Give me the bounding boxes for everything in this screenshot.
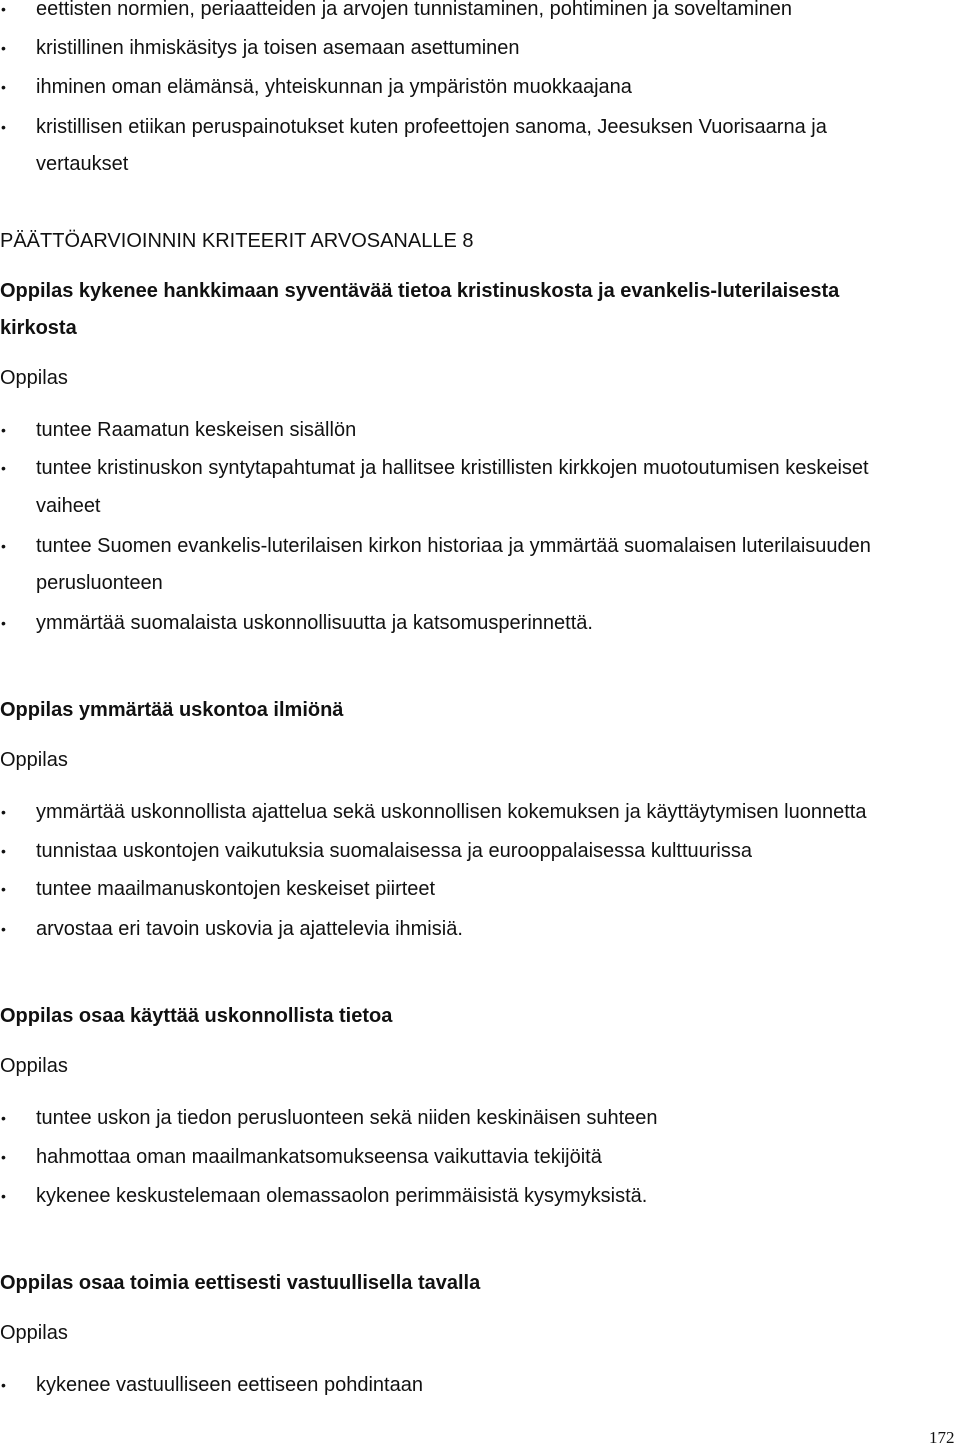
bullet-icon: •	[1, 460, 6, 476]
section-subject: Oppilas	[0, 749, 68, 771]
bullet-icon: •	[1, 843, 6, 859]
section-heading-continuation: kirkosta	[0, 317, 77, 339]
section-subject: Oppilas	[0, 1055, 68, 1077]
list-item-text: arvostaa eri tavoin uskovia ja ajattelevia ihmisiä.	[36, 918, 463, 940]
bullet-icon: •	[1, 119, 6, 135]
bullet-icon: •	[1, 422, 6, 438]
list-item-text: ihminen oman elämänsä, yhteiskunnan ja ympäristön muokkaajana	[36, 76, 632, 98]
bullet-icon: •	[1, 1, 6, 17]
section-heading: Oppilas kykenee hankkimaan syventävää tietoa kristinuskosta ja evankelis-luterilaisesta	[0, 280, 840, 302]
list-item-text: kykenee vastuulliseen eettiseen pohdintaan	[36, 1374, 423, 1396]
section-subject: Oppilas	[0, 1322, 68, 1344]
list-item-text: tuntee uskon ja tiedon perusluonteen sekä niiden keskinäisen suhteen	[36, 1107, 658, 1129]
list-item-text: tuntee maailmanuskontojen keskeiset piirteet	[36, 878, 436, 900]
bullet-icon: •	[1, 1149, 6, 1165]
list-item-text: kristillinen ihmiskäsitys ja toisen asemaan asettuminen	[36, 37, 520, 59]
list-item-text: tuntee kristinuskon syntytapahtumat ja hallitsee kristillisten kirkkojen muotoutumisen keskeiset	[36, 457, 869, 479]
list-item-text: tunnistaa uskontojen vaikutuksia suomalaisessa ja eurooppalaisessa kulttuurissa	[36, 840, 752, 862]
list-item-text: tuntee Raamatun keskeisen sisällön	[36, 419, 357, 441]
bullet-icon: •	[1, 921, 6, 937]
list-item-text: kykenee keskustelemaan olemassaolon perimmäisistä kysymyksistä.	[36, 1185, 648, 1207]
bullet-icon: •	[1, 40, 6, 56]
bullet-icon: •	[1, 1110, 6, 1126]
section-heading: Oppilas osaa käyttää uskonnollista tietoa	[0, 1005, 393, 1027]
list-item-text: vaiheet	[36, 495, 101, 517]
section-heading: Oppilas ymmärtää uskontoa ilmiönä	[0, 699, 344, 721]
bullet-icon: •	[1, 79, 6, 95]
bullet-icon: •	[1, 615, 6, 631]
page-number: 172	[929, 1428, 955, 1447]
bullet-icon: •	[1, 1188, 6, 1204]
list-item-text: perusluonteen	[36, 572, 163, 594]
list-item-text: tuntee Suomen evankelis-luterilaisen kirkon historiaa ja ymmärtää suomalaisen luterilaisuuden	[36, 535, 871, 557]
section-heading: Oppilas osaa toimia eettisesti vastuullisella tavalla	[0, 1272, 481, 1294]
list-item-text: ymmärtää suomalaista uskonnollisuutta ja katsomusperinnettä.	[36, 612, 593, 634]
bullet-icon: •	[1, 538, 6, 554]
bullet-icon: •	[1, 1377, 6, 1393]
list-item-text: kristillisen etiikan peruspainotukset kuten profeettojen sanoma, Jeesuksen Vuorisaarna ja	[36, 116, 827, 138]
list-item-text: vertaukset	[36, 153, 129, 175]
bullet-icon: •	[1, 881, 6, 897]
criteria-heading: PÄÄTTÖARVIOINNIN KRITEERIT ARVOSANALLE 8	[0, 230, 474, 252]
bullet-icon: •	[1, 804, 6, 820]
list-item-text: ymmärtää uskonnollista ajattelua sekä uskonnollisen kokemuksen ja käyttäytymisen luonnetta	[36, 801, 867, 823]
list-item-text: hahmottaa oman maailmankatsomukseensa vaikuttavia tekijöitä	[36, 1146, 602, 1168]
list-item-text: eettisten normien, periaatteiden ja arvojen tunnistaminen, pohtiminen ja soveltaminen	[36, 0, 793, 20]
section-subject: Oppilas	[0, 367, 68, 389]
